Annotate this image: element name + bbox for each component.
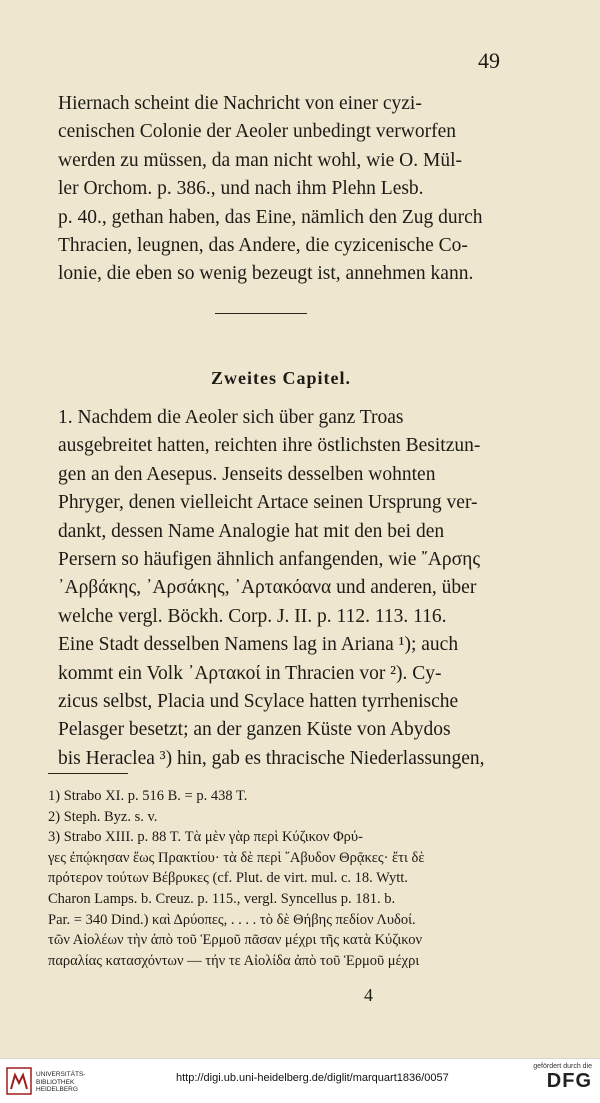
- footnote-line: πρότερον τούτων Βέβρυκες (cf. Plut. de virt. mul. c. 18. Wytt.: [48, 870, 408, 887]
- footnotes: [48, 786, 504, 971]
- text-line: cenischen Colonie der Aeoler unbedingt verworfen: [58, 121, 456, 143]
- section-divider: [215, 313, 307, 314]
- text-line: Thracien, leugnen, das Andere, die cyzicenische Co-: [58, 235, 468, 257]
- text-line: kommt ein Volk ᾿Αρτακοί in Thracien vor ²). Cy-: [58, 662, 442, 684]
- text-line: bis Heraclea ³) hin, gab es thracische Niederlassungen,: [58, 747, 485, 769]
- text-line: welche vergl. Böckh. Corp. J. II. p. 112. 113. 116.: [58, 605, 447, 627]
- text-line: werden zu müssen, da man nicht wohl, wie O. Mül-: [58, 149, 462, 171]
- text-line: gen an den Aesepus. Jenseits desselben wohnten: [58, 463, 436, 485]
- text-line: ler Orchom. p. 386., und nach ihm Plehn Lesb.: [58, 178, 424, 200]
- footnote-line: 3) Strabo XIII. p. 88 T. Τὰ μὲν γὰρ περὶ Κύζικον Φρύ-: [48, 829, 363, 846]
- dfg-logo[interactable]: [533, 1063, 592, 1093]
- paragraph-1: [58, 90, 504, 289]
- paragraph-2: [58, 404, 504, 773]
- footnote-line: 2) Steph. Byz. s. v.: [48, 808, 158, 825]
- footnote-line: Charon Lamps. b. Creuz. p. 115., vergl. Syncellus p. 181. b.: [48, 890, 396, 907]
- text-line: lonie, die eben so wenig bezeugt ist, annehmen kann.: [58, 263, 474, 285]
- text-line: Eine Stadt desselben Namens lag in Ariana ¹); auch: [58, 634, 459, 656]
- page-number: 49: [478, 48, 500, 73]
- text-line: ausgebreitet hatten, reichten ihre östlichsten Besitzun-: [58, 435, 481, 457]
- library-name-line: HEIDELBERG: [36, 1086, 78, 1093]
- library-logo[interactable]: [6, 1067, 88, 1097]
- text-line: Pelasger besetzt; an der ganzen Küste von Abydos: [58, 719, 451, 741]
- library-seal-icon: [6, 1067, 32, 1095]
- text-line: Persern so häufigen ähnlich anfangenden, wie ῎Αρσης: [58, 549, 481, 571]
- text-line: p. 40., gethan haben, das Eine, nämlich den Zug durch: [58, 206, 483, 228]
- footnote-line: γες ἐπῴκησαν ἕως Πρακτίου· τὰ δὲ περὶ ῎Αβυδον Θρᾷκες· ἔτι δὲ: [48, 849, 425, 866]
- footnote-line: παραλίας κατασχόντων — τήν τε Αἰολίδα ἀπὸ τοῦ Ἑρμοῦ μέχρι: [48, 952, 420, 969]
- footnote-line: 1) Strabo XI. p. 516 B. = p. 438 T.: [48, 788, 248, 804]
- text-line: Hiernach scheint die Nachricht von einer cyzi-: [58, 93, 422, 114]
- signature-mark: 4: [364, 985, 373, 1005]
- text-line: zicus selbst, Placia und Scylace hatten tyrrhenische: [58, 691, 459, 713]
- permalink[interactable]: http://digi.ub.uni-heidelberg.de/diglit/marquart1836/0057: [176, 1072, 449, 1084]
- footnote-divider: [48, 773, 128, 774]
- footnote-line: τῶν Αἰολέων τὴν ἀπὸ τοῦ Ἑρμοῦ πᾶσαν μέχρι τῆς κατὰ Κύζικον: [48, 932, 423, 949]
- footnote-line: Par. = 340 Dind.) καὶ Δρύοπες, . . . . τὸ δὲ Θήβης πεδίον Λυδοί.: [48, 911, 416, 928]
- text-line: 1. Nachdem die Aeoler sich über ganz Troas: [58, 407, 404, 428]
- footer-bar: [0, 1058, 600, 1103]
- library-name-line: UNIVERSITÄTS-: [36, 1071, 86, 1078]
- dfg-wordmark: DFG: [546, 1070, 592, 1092]
- library-name: [36, 1071, 85, 1094]
- text-line: ᾿Αρβάκης, ᾿Αρσάκης, ᾿Αρτακόανα und anderen, über: [58, 577, 477, 599]
- chapter-heading: Zweites Capitel.: [211, 368, 351, 388]
- dfg-caption: gefördert durch die: [533, 1063, 592, 1070]
- text-line: Phryger, denen vielleicht Artace seinen Ursprung ver-: [58, 492, 478, 514]
- text-line: dankt, dessen Name Analogie hat mit den bei den: [58, 520, 445, 542]
- library-name-line: BIBLIOTHEK: [36, 1078, 75, 1086]
